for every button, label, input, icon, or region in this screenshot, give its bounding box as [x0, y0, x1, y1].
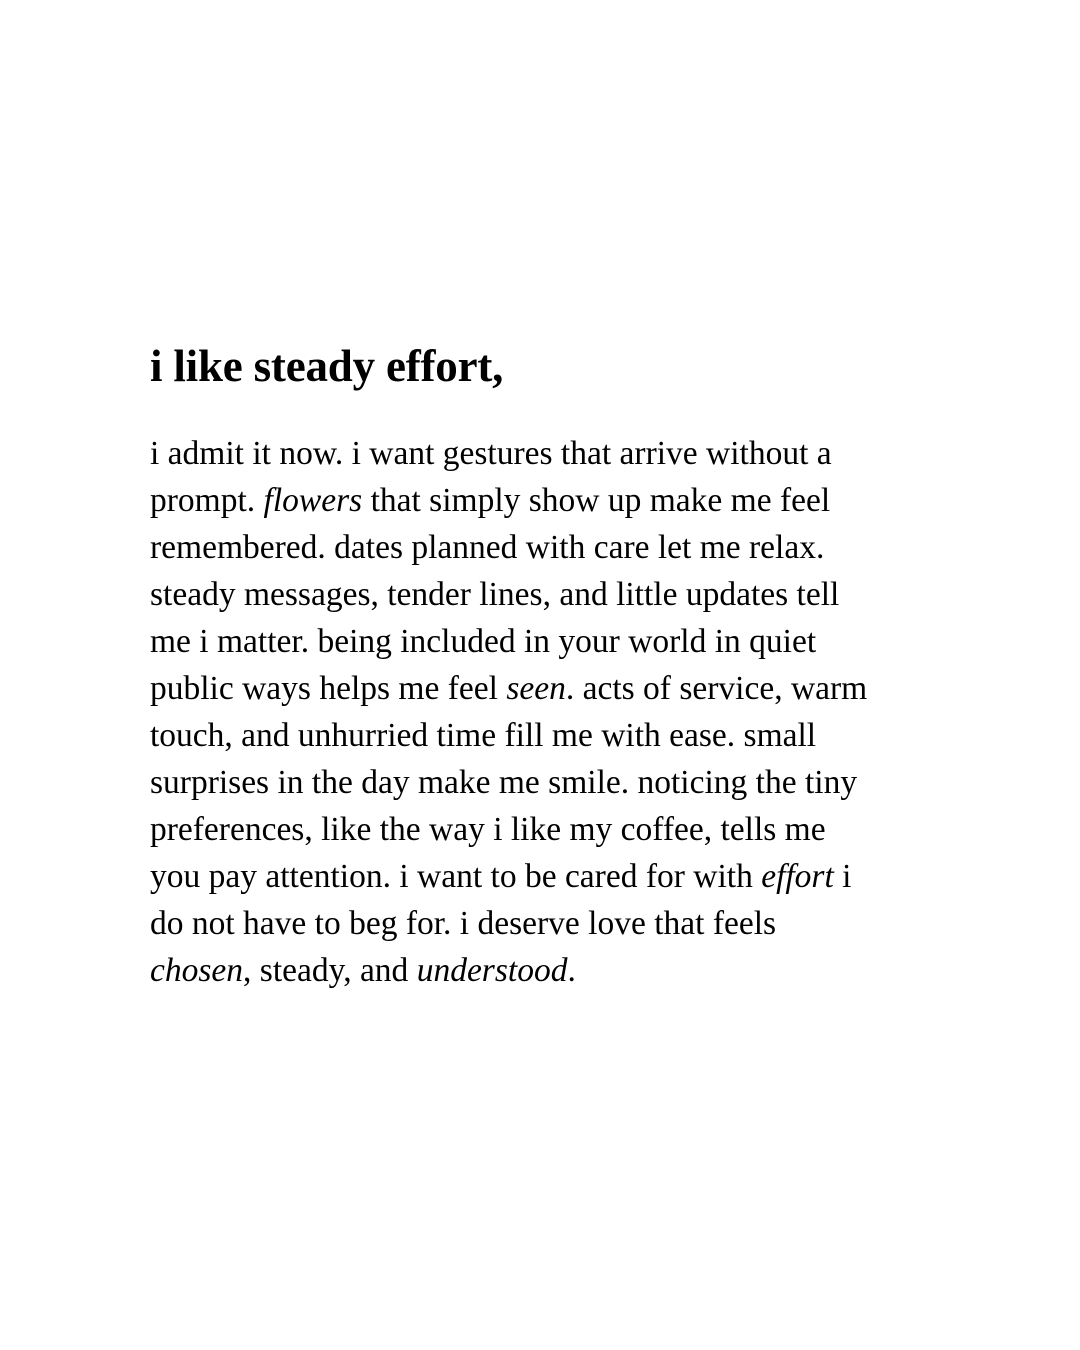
poem-line [150, 712, 950, 759]
emphasized-word: understood [416, 951, 568, 989]
poem-line [150, 524, 950, 571]
poem-line [150, 853, 950, 900]
poem-line [150, 759, 950, 806]
poem-line [150, 947, 950, 994]
line-text: steady messages, tender lines, and little updates tell [150, 575, 840, 613]
line-text: surprises in the day make me smile. noticing the tiny [150, 763, 858, 801]
line-text: i admit it now. i want gestures that arrive without a [150, 434, 832, 472]
poem-body [150, 430, 950, 994]
line-text: that simply show up make me feel [362, 481, 831, 519]
poem-line [150, 430, 950, 477]
line-text: i [833, 857, 852, 895]
line-text: public ways helps me feel [150, 669, 507, 707]
line-text: preferences, like the way i like my coffee, tells me [150, 810, 826, 848]
line-text: me i matter. being included in your world in quiet [150, 622, 817, 660]
line-text: . [567, 951, 576, 989]
line-text: do not have to beg for. i deserve love that feels [150, 904, 777, 942]
emphasized-word: effort [761, 857, 834, 895]
poem-line [150, 571, 950, 618]
line-text: , steady, and [243, 951, 417, 989]
emphasized-word: flowers [263, 481, 363, 519]
line-text: you pay attention. i want to be cared for with [150, 857, 762, 895]
poem-line [150, 618, 950, 665]
line-text: touch, and unhurried time fill me with ease. small [150, 716, 817, 754]
emphasized-word: seen [506, 669, 566, 707]
poem-title: i like steady effort, [150, 341, 504, 391]
poem [150, 341, 950, 994]
poem-line [150, 665, 950, 712]
poem-line [150, 900, 950, 947]
poem-line [150, 477, 950, 524]
line-text: prompt. [150, 481, 264, 519]
line-text: remembered. dates planned with care let me relax. [150, 528, 825, 566]
poem-line [150, 806, 950, 853]
line-text: . acts of service, warm [565, 669, 868, 707]
emphasized-word: chosen [150, 951, 244, 989]
